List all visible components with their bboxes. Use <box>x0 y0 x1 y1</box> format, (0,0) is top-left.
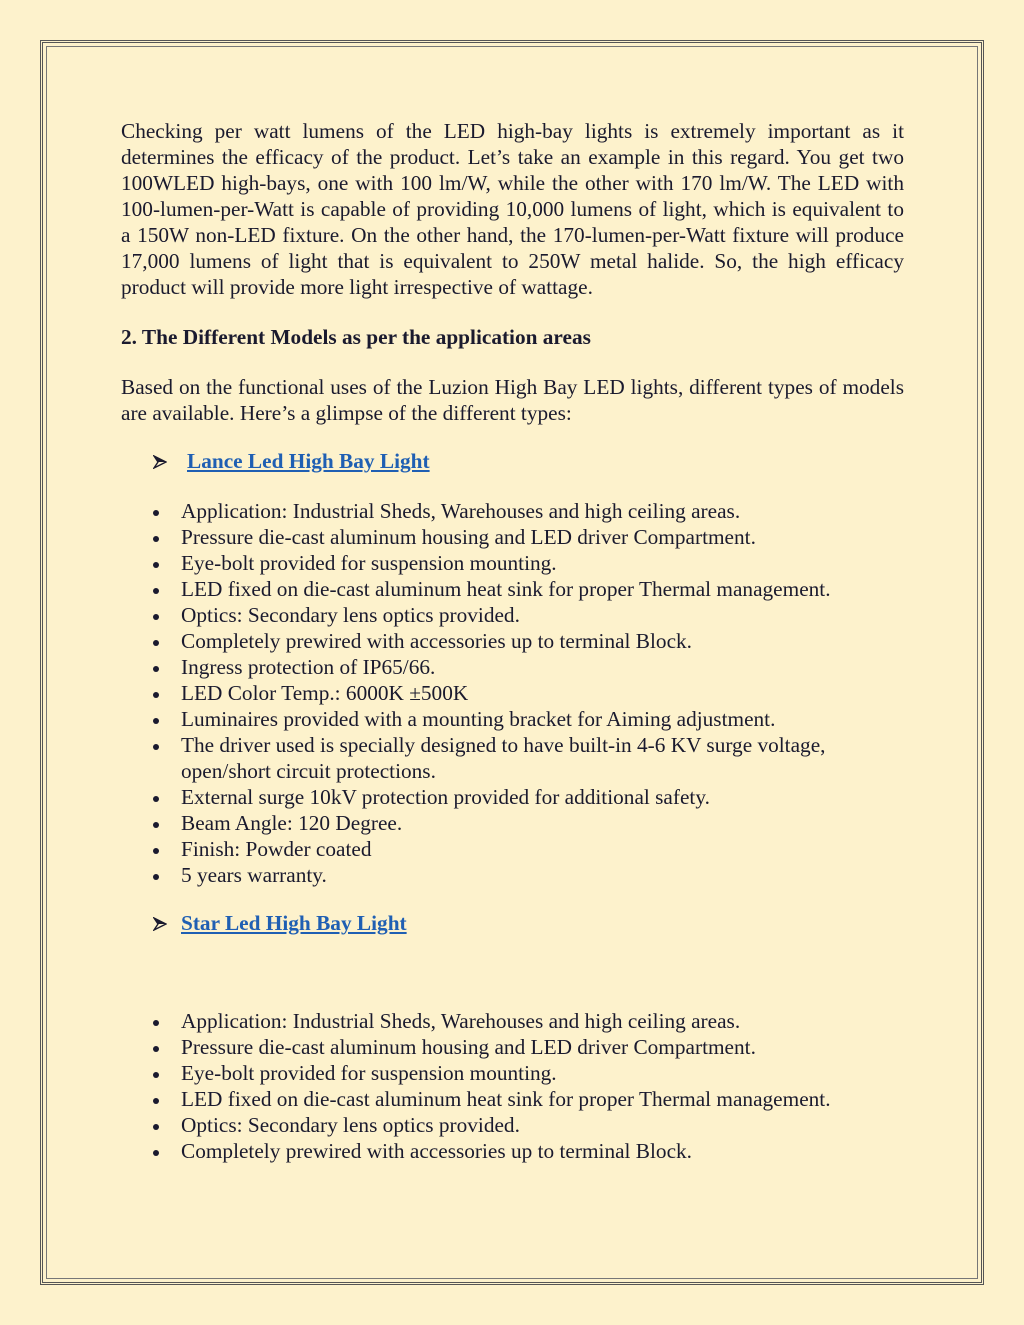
list-item: Ingress protection of IP65/66. <box>121 654 904 680</box>
list-item: Completely prewired with accessories up to terminal Block. <box>121 1138 904 1164</box>
list-item: LED fixed on die-cast aluminum heat sink for proper Thermal management. <box>121 576 904 602</box>
list-item: Application: Industrial Sheds, Warehouses and high ceiling areas. <box>121 498 904 524</box>
bullet-dot-icon <box>153 510 159 516</box>
arrow-bullet-icon <box>153 449 167 463</box>
bullet-dot-icon <box>153 1098 159 1104</box>
arrow-bullet-icon <box>153 911 167 925</box>
list-item: Completely prewired with accessories up to terminal Block. <box>121 628 904 654</box>
bullet-dot-icon <box>153 614 159 620</box>
list-item: The driver used is specially designed to have built-in 4-6 KV surge voltage, open/short circuit protections. <box>121 732 904 784</box>
bullet-dot-icon <box>153 1020 159 1026</box>
list-item: Eye-bolt provided for suspension mounting. <box>121 1060 904 1086</box>
bullet-dot-icon <box>153 1046 159 1052</box>
bullet-dot-icon <box>153 874 159 880</box>
feature-list-lance <box>121 498 904 888</box>
bullet-dot-icon <box>153 796 159 802</box>
document-content <box>121 118 904 1164</box>
feature-list-star <box>121 1008 904 1164</box>
list-item: LED Color Temp.: 6000K ±500K <box>121 680 904 706</box>
spacer <box>121 960 904 1008</box>
bullet-dot-icon <box>153 1150 159 1156</box>
bullet-dot-icon <box>153 848 159 854</box>
bullet-dot-icon <box>153 536 159 542</box>
link-lance-led-high-bay-light[interactable]: Lance Led High Bay Light <box>187 449 430 473</box>
bullet-dot-icon <box>153 588 159 594</box>
list-item: Optics: Secondary lens optics provided. <box>121 602 904 628</box>
list-item: Pressure die-cast aluminum housing and LED driver Compartment. <box>121 524 904 550</box>
list-item: Optics: Secondary lens optics provided. <box>121 1112 904 1138</box>
intro-paragraph: Checking per watt lumens of the LED high-bay lights is extremely important as it determines the efficacy of the product. Let’s take an example in this regard. You get two 100WLED high-bays, one with 100 lm/W, while the other with 170 lm/W. The LED with 100-lumen-per-Watt is capable of providing 10,000 lumens of light, which is equivalent to a 150W non-LED fixture. On the other hand, the 170-lumen-per-Watt fixture will produce 17,000 lumens of light that is equivalent to 250W metal halide. So, the high efficacy product will provide more light irrespective of wattage. <box>121 119 904 299</box>
model-heading-star <box>153 910 904 936</box>
list-item: Pressure die-cast aluminum housing and LED driver Compartment. <box>121 1034 904 1060</box>
list-item: Beam Angle: 120 Degree. <box>121 810 904 836</box>
bullet-dot-icon <box>153 666 159 672</box>
models-paragraph: Based on the functional uses of the Luzion High Bay LED lights, different types of models are available. Here’s a glimpse of the different types: <box>121 375 904 425</box>
bullet-dot-icon <box>153 640 159 646</box>
model-heading-lance <box>153 448 904 474</box>
section-heading: 2. The Different Models as per the application areas <box>121 325 591 349</box>
list-item: 5 years warranty. <box>121 862 904 888</box>
bullet-dot-icon <box>153 822 159 828</box>
list-item: LED fixed on die-cast aluminum heat sink for proper Thermal management. <box>121 1086 904 1112</box>
list-item: Eye-bolt provided for suspension mounting. <box>121 550 904 576</box>
bullet-dot-icon <box>153 718 159 724</box>
list-item: Luminaires provided with a mounting bracket for Aiming adjustment. <box>121 706 904 732</box>
bullet-dot-icon <box>153 562 159 568</box>
list-item: Finish: Powder coated <box>121 836 904 862</box>
bullet-dot-icon <box>153 1072 159 1078</box>
list-item: External surge 10kV protection provided for additional safety. <box>121 784 904 810</box>
bullet-dot-icon <box>153 1124 159 1130</box>
bullet-dot-icon <box>153 692 159 698</box>
bullet-dot-icon <box>153 744 159 750</box>
list-item: Application: Industrial Sheds, Warehouses and high ceiling areas. <box>121 1008 904 1034</box>
link-star-led-high-bay-light[interactable]: Star Led High Bay Light <box>181 911 407 935</box>
